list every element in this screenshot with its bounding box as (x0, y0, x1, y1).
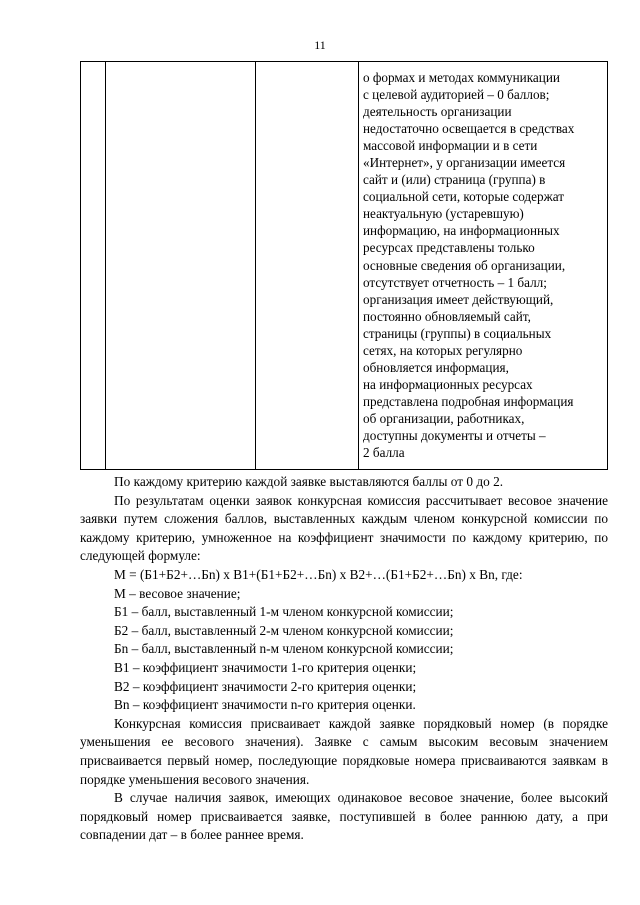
definition-line: М – весовое значение; (114, 585, 241, 601)
definition-line: В1 – коэффициент значимости 1-го критерия оценки; (114, 659, 417, 675)
table-cell-line: ресурсах представлены только (363, 240, 535, 256)
table-cell-line: массовой информации и в сети (363, 138, 538, 154)
table-cell-line: основные сведения об организации, (363, 257, 566, 273)
table-cell-line: деятельность организации (363, 104, 512, 120)
table-cell-line: постоянно обновляемый сайт, (363, 308, 531, 324)
table-column-divider (105, 62, 106, 469)
table-cell-line: отсутствует отчетность – 1 балл; (363, 274, 547, 290)
paragraph-score-range: По каждому критерию каждой заявке выставляются баллы от 0 до 2. (114, 474, 504, 489)
document-body (80, 473, 608, 845)
definition-line: Б1 – балл, выставленный 1-м членом конкурсной комиссии; (114, 604, 454, 620)
table-column-divider (358, 62, 359, 469)
table-cell-line: социальной сети, которые содержат (363, 189, 564, 205)
table-cell-line: «Интернет», у организации имеется (363, 155, 566, 171)
table-cell-line: недостаточно освещается в средствах (363, 121, 575, 137)
table-cell-line: об организации, работниках, (363, 410, 525, 426)
formula-definitions (80, 585, 608, 715)
table-cell-line: 2 балла (363, 445, 405, 461)
table-cell-scoring-description (363, 69, 605, 461)
table-cell-line: сайт и (или) страница (группа) в (363, 172, 546, 188)
definition-line: Б2 – балл, выставленный 2-м членом конкурсной комиссии; (114, 622, 454, 638)
table-cell-line: обновляется информация, (363, 359, 509, 375)
page-number: 11 (314, 38, 326, 52)
table-cell-line: организация имеет действующий, (363, 291, 554, 307)
table-cell-line: представлена подробная информация (363, 393, 574, 409)
table-column-divider (255, 62, 256, 469)
table-cell-line: сетях, на которых регулярно (363, 342, 523, 358)
definition-line: Вn – коэффициент значимости n-го критерия оценки. (114, 697, 416, 713)
paragraph-weight-calculation: По результатам оценки заявок конкурсная комиссия рассчитывает весовое значение заявки путем сложения баллов, выставленных каждым членом конкурсной комиссии по каждому критерию, умноженное на коэффициент значимости по каждому критерию, по следующей формуле: (80, 492, 608, 564)
table-cell-line: с целевой аудиторией – 0 баллов; (363, 87, 550, 103)
table-cell-line: страницы (группы) в социальных (363, 325, 552, 341)
criteria-table (80, 61, 608, 470)
definition-line: Бn – балл, выставленный n-м членом конкурсной комиссии; (114, 641, 454, 657)
table-cell-line: о формах и методах коммуникации (363, 70, 560, 85)
table-cell-line: информацию, на информационных (363, 223, 560, 239)
table-cell-line: доступны документы и отчеты – (363, 427, 546, 443)
paragraph-ranking: Конкурсная комиссия присваивает каждой заявке порядковый номер (в порядке уменьшения ее весового значения). Заявке с самым высоким весовым значением присваивается первый номер, последующие порядковые номера присваиваются заявкам в порядке уменьшения весового значения. (80, 715, 608, 787)
definition-line: В2 – коэффициент значимости 2-го критерия оценки; (114, 678, 417, 694)
formula: М = (Б1+Б2+…Бn) х В1+(Б1+Б2+…Бn) х В2+…(Б1+Б2+…Бn) х Вn, где: (114, 566, 523, 582)
table-cell-line: на информационных ресурсах (363, 376, 533, 392)
paragraph-equal-weight: В случае наличия заявок, имеющих одинаковое весовое значение, более высокий порядковый номер присваивается заявке, поступившей в более раннюю дату, а при совпадении дат – в более раннее время. (80, 790, 608, 843)
table-cell-line: неактуальную (устаревшую) (363, 206, 524, 222)
